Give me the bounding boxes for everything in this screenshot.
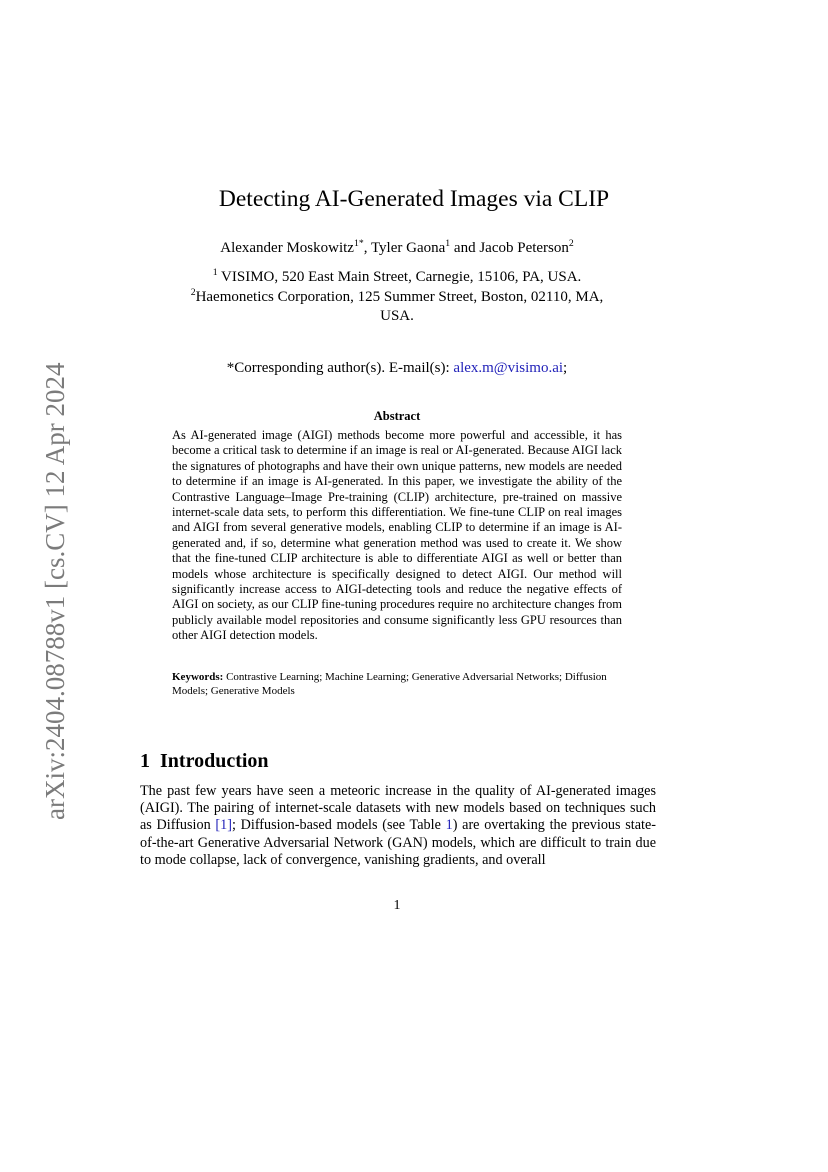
corresponding-author-line (0, 358, 794, 378)
author-separator: , (363, 240, 371, 256)
section-heading-introduction (140, 748, 269, 774)
affiliation-text: VISIMO, 520 East Main Street, Carnegie, 15106, PA, USA. (217, 269, 582, 285)
section-number: 1 (140, 750, 150, 772)
corresponding-prefix: *Corresponding author(s). E-mail(s): (226, 360, 454, 376)
author-name: Jacob Peterson (479, 240, 569, 256)
author-name: Alexander Moskowitz (220, 240, 354, 256)
keywords-label: Keywords: (172, 671, 224, 683)
paragraph-text: ) are overtaking the previous state-of-the-art Generative Adversarial Network (GAN) models, which are difficult to train due to mode collapse, lack of convergence, vanishing gradients, and overall (140, 817, 656, 868)
introduction-paragraph (140, 783, 656, 869)
affiliation-text: Haemonetics Corporation, 125 Summer Street, Boston, 02110, MA, USA. (195, 288, 604, 324)
email-link[interactable]: alex.m@visimo.ai (453, 360, 564, 376)
corresponding-suffix: ; (563, 360, 568, 376)
paragraph-text: ; Diffusion-based models (see Table (231, 817, 446, 834)
abstract-text: As AI-generated image (AIGI) methods become more powerful and accessible, it has become a critical task to determine if an image is real or AI-generated. Because AIGI lack the signatures of photographs and have their own unique patterns, new models are needed to determine if an image is AI-generated. In this paper, we investigate the ability of the Contrastive Language–Image Pre-training (CLIP) architecture, pre-trained on massive internet-scale data sets, to perform this differentiation. We fine-tune CLIP on real images and AIGI from several generative models, enabling CLIP to determine if an image is AI-generated and, if so, determine what generation method was used to create it. We show that the fine-tuned CLIP architecture is able to differentiate AIGI as well or better than models whose architecture is specifically designed to detect AIGI. Our method will significantly increase access to AIGI-detecting tools and reduce the negative effects of AIGI on society, as our CLIP fine-tuning procedures require no architecture changes from publicly available model repositories and consume significantly less GPU resources than other AIGI detection models. (172, 428, 622, 643)
author-affiliation-mark: 2 (568, 238, 574, 249)
abstract-heading: Abstract (373, 409, 421, 423)
affiliation-mark: 1 (212, 267, 218, 278)
affiliations (172, 268, 622, 327)
paragraph-text: The past few years have seen a meteoric increase in the quality of AI-generated images (AIGI). The pairing of internet-scale datasets with new models based on techniques such as Diffusion (140, 783, 656, 834)
paper-title: Detecting AI-Generated Images via CLIP (218, 186, 610, 212)
page-number: 1 (393, 898, 401, 913)
citation-link[interactable]: [1] (215, 817, 232, 834)
affiliation-2 (172, 288, 622, 327)
keywords-text: Contrastive Learning; Machine Learning; Generative Adversarial Networks; Diffusion Models; Generative Models (172, 671, 607, 697)
affiliation-mark: 2 (190, 286, 196, 298)
table-reference-link[interactable]: 1 (445, 817, 453, 834)
author-separator: and (450, 240, 480, 256)
arxiv-identifier-stamp: arXiv:2404.08788v1 [cs.CV] 12 Apr 2024 (40, 362, 70, 820)
affiliation-1 (172, 268, 622, 288)
author-list (0, 238, 794, 258)
author-affiliation-mark: 1 (445, 238, 451, 249)
author-name: Tyler Gaona (370, 240, 446, 256)
section-title: Introduction (160, 750, 269, 772)
keywords (172, 671, 622, 698)
author-affiliation-mark: 1* (353, 238, 364, 249)
